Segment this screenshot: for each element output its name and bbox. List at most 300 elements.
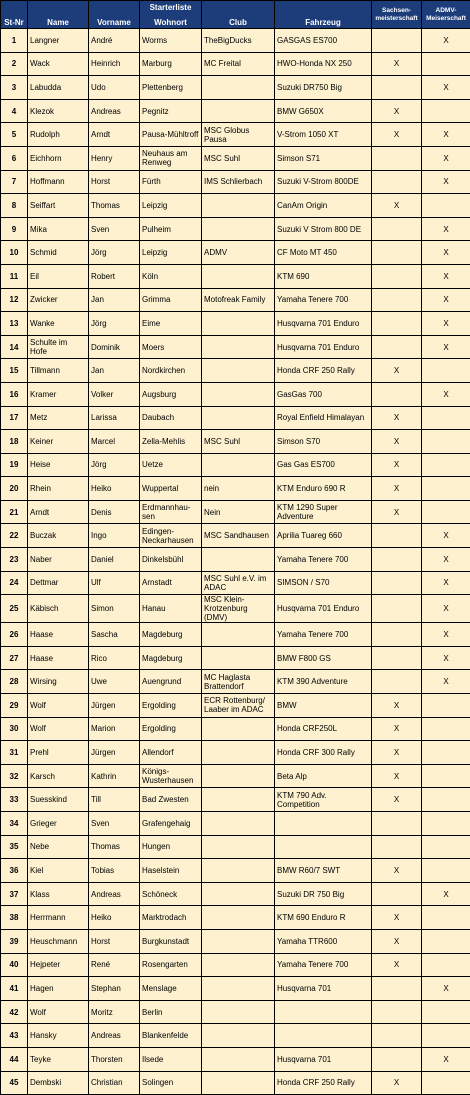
cell-fahrzeug: Husqvarna 701 Enduro — [275, 312, 372, 336]
cell-wohnort: Burgkunstadt — [140, 929, 202, 953]
cell-wohnort: Grafengehaig — [140, 812, 202, 836]
cell-sachsenmeisterschaft — [372, 241, 422, 265]
cell-fahrzeug: Beta Alp — [275, 764, 372, 788]
cell-st-nr: 31 — [1, 741, 28, 765]
cell-vorname: Ulf — [89, 571, 140, 595]
cell-fahrzeug — [275, 812, 372, 836]
cell-club — [202, 977, 275, 1001]
cell-wohnort: Solingen — [140, 1071, 202, 1095]
table-row — [1, 382, 470, 406]
cell-vorname: Dominik — [89, 335, 140, 359]
cell-fahrzeug: V-Strom 1050 XT — [275, 123, 372, 147]
cell-vorname: Christian — [89, 1071, 140, 1095]
cell-name: Zwicker — [28, 288, 89, 312]
cell-club — [202, 453, 275, 477]
cell-admv-meisterschaft — [422, 477, 470, 501]
cell-wohnort: Arnstadt — [140, 571, 202, 595]
cell-club: MC Freital — [202, 52, 275, 76]
cell-name: Grieger — [28, 812, 89, 836]
cell-st-nr: 41 — [1, 977, 28, 1001]
cell-sachsenmeisterschaft — [372, 670, 422, 694]
cell-admv-meisterschaft: X — [422, 29, 470, 53]
cell-wohnort: Köln — [140, 264, 202, 288]
cell-sachsenmeisterschaft — [372, 548, 422, 572]
cell-st-nr: 14 — [1, 335, 28, 359]
table-row — [1, 1024, 470, 1048]
cell-sachsenmeisterschaft: X — [372, 929, 422, 953]
table-row — [1, 406, 470, 430]
cell-st-nr: 5 — [1, 123, 28, 147]
cell-club: MSC Globus Pausa — [202, 123, 275, 147]
cell-wohnort: Königs-Wusterhausen — [140, 764, 202, 788]
table-row — [1, 717, 470, 741]
cell-admv-meisterschaft — [422, 52, 470, 76]
cell-st-nr: 4 — [1, 99, 28, 123]
cell-st-nr: 30 — [1, 717, 28, 741]
table-row — [1, 146, 470, 170]
cell-name: Hagen — [28, 977, 89, 1001]
cell-name: Metz — [28, 406, 89, 430]
cell-wohnort: Rosengarten — [140, 953, 202, 977]
cell-club — [202, 359, 275, 383]
table-row — [1, 646, 470, 670]
cell-admv-meisterschaft: X — [422, 217, 470, 241]
cell-name: Labudda — [28, 76, 89, 100]
cell-st-nr: 32 — [1, 764, 28, 788]
cell-admv-meisterschaft — [422, 694, 470, 718]
table-row — [1, 835, 470, 859]
cell-sachsenmeisterschaft: X — [372, 52, 422, 76]
cell-sachsenmeisterschaft: X — [372, 764, 422, 788]
cell-club: IMS Schlierbach — [202, 170, 275, 194]
cell-name: Schulte im Hofe — [28, 335, 89, 359]
cell-club: MSC Sandhausen — [202, 524, 275, 548]
cell-sachsenmeisterschaft — [372, 312, 422, 336]
cell-st-nr: 12 — [1, 288, 28, 312]
cell-club: nein — [202, 477, 275, 501]
cell-sachsenmeisterschaft — [372, 646, 422, 670]
cell-sachsenmeisterschaft: X — [372, 477, 422, 501]
cell-vorname: Rico — [89, 646, 140, 670]
cell-admv-meisterschaft — [422, 99, 470, 123]
cell-sachsenmeisterschaft: X — [372, 453, 422, 477]
cell-club — [202, 217, 275, 241]
cell-wohnort: Auengrund — [140, 670, 202, 694]
cell-st-nr: 9 — [1, 217, 28, 241]
cell-sachsenmeisterschaft — [372, 595, 422, 623]
table-row — [1, 335, 470, 359]
cell-name: Arndt — [28, 500, 89, 524]
cell-club — [202, 264, 275, 288]
cell-club — [202, 194, 275, 218]
cell-vorname: Uwe — [89, 670, 140, 694]
cell-vorname: Till — [89, 788, 140, 812]
table-row — [1, 741, 470, 765]
cell-wohnort: Zella-Mehlis — [140, 430, 202, 454]
cell-sachsenmeisterschaft — [372, 1047, 422, 1071]
cell-club — [202, 717, 275, 741]
cell-sachsenmeisterschaft — [372, 623, 422, 647]
cell-wohnort: Bad Zwesten — [140, 788, 202, 812]
cell-fahrzeug: Husqvarna 701 — [275, 977, 372, 1001]
cell-vorname: Jan — [89, 288, 140, 312]
cell-name: Herrmann — [28, 906, 89, 930]
header-admv-meisterschaft: ADMV-Meiserschaft — [422, 1, 470, 29]
cell-wohnort: Hungen — [140, 835, 202, 859]
cell-wohnort: Haselstein — [140, 859, 202, 883]
cell-vorname: Heiko — [89, 906, 140, 930]
table-row — [1, 312, 470, 336]
cell-admv-meisterschaft: X — [422, 670, 470, 694]
cell-vorname: Andreas — [89, 882, 140, 906]
cell-st-nr: 39 — [1, 929, 28, 953]
cell-st-nr: 29 — [1, 694, 28, 718]
table-row — [1, 52, 470, 76]
table-row — [1, 571, 470, 595]
cell-wohnort: Daubach — [140, 406, 202, 430]
cell-name: Schmid — [28, 241, 89, 265]
cell-st-nr: 1 — [1, 29, 28, 53]
cell-fahrzeug: Suzuki V-Strom 800DE — [275, 170, 372, 194]
cell-fahrzeug: Yamaha TTR600 — [275, 929, 372, 953]
cell-club — [202, 859, 275, 883]
cell-fahrzeug: Royal Enfield Himalayan — [275, 406, 372, 430]
table-row — [1, 194, 470, 218]
cell-vorname: Robert — [89, 264, 140, 288]
cell-wohnort: Magdeburg — [140, 623, 202, 647]
cell-fahrzeug: BMW F800 GS — [275, 646, 372, 670]
cell-sachsenmeisterschaft: X — [372, 859, 422, 883]
cell-fahrzeug: Yamaha Tenere 700 — [275, 548, 372, 572]
cell-club — [202, 764, 275, 788]
cell-club — [202, 623, 275, 647]
cell-club: ADMV — [202, 241, 275, 265]
cell-club — [202, 99, 275, 123]
cell-sachsenmeisterschaft — [372, 170, 422, 194]
header-name: Name — [28, 1, 89, 29]
table-header — [1, 1, 470, 29]
cell-wohnort: Pausa-Mühltroff — [140, 123, 202, 147]
cell-wohnort: Grimma — [140, 288, 202, 312]
cell-wohnort: Ergolding — [140, 717, 202, 741]
table-row — [1, 882, 470, 906]
cell-st-nr: 10 — [1, 241, 28, 265]
table-row — [1, 99, 470, 123]
cell-admv-meisterschaft — [422, 764, 470, 788]
cell-fahrzeug — [275, 1024, 372, 1048]
header-st-nr: St-Nr — [1, 1, 28, 29]
cell-sachsenmeisterschaft — [372, 335, 422, 359]
cell-admv-meisterschaft — [422, 453, 470, 477]
cell-sachsenmeisterschaft: X — [372, 788, 422, 812]
cell-vorname: Jürgen — [89, 741, 140, 765]
cell-admv-meisterschaft — [422, 500, 470, 524]
header-club: Club — [202, 1, 275, 29]
header-sachsenmeisterschaft: Sachsen-meisterschaft — [372, 1, 422, 29]
cell-vorname: Andreas — [89, 1024, 140, 1048]
cell-fahrzeug: Gas Gas ES700 — [275, 453, 372, 477]
cell-vorname: Thorsten — [89, 1047, 140, 1071]
cell-st-nr: 7 — [1, 170, 28, 194]
cell-name: Tillmann — [28, 359, 89, 383]
cell-admv-meisterschaft — [422, 717, 470, 741]
cell-name: Dembski — [28, 1071, 89, 1095]
cell-st-nr: 24 — [1, 571, 28, 595]
cell-fahrzeug: Suzuki V Strom 800 DE — [275, 217, 372, 241]
cell-admv-meisterschaft — [422, 788, 470, 812]
cell-wohnort: Hanau — [140, 595, 202, 623]
cell-admv-meisterschaft: X — [422, 595, 470, 623]
cell-name: Keiner — [28, 430, 89, 454]
cell-vorname: Jörg — [89, 453, 140, 477]
cell-admv-meisterschaft — [422, 194, 470, 218]
cell-fahrzeug: KTM Enduro 690 R — [275, 477, 372, 501]
cell-vorname: Volker — [89, 382, 140, 406]
cell-st-nr: 45 — [1, 1071, 28, 1095]
cell-fahrzeug: GasGas 700 — [275, 382, 372, 406]
cell-admv-meisterschaft — [422, 953, 470, 977]
cell-fahrzeug: Honda CRF 250 Rally — [275, 1071, 372, 1095]
cell-name: Nebe — [28, 835, 89, 859]
cell-sachsenmeisterschaft — [372, 812, 422, 836]
cell-name: Seiffart — [28, 194, 89, 218]
cell-club: TheBigDucks — [202, 29, 275, 53]
cell-st-nr: 44 — [1, 1047, 28, 1071]
cell-admv-meisterschaft: X — [422, 382, 470, 406]
cell-vorname: René — [89, 953, 140, 977]
cell-vorname: Kathrin — [89, 764, 140, 788]
cell-vorname: Ingo — [89, 524, 140, 548]
cell-vorname: Heiko — [89, 477, 140, 501]
table-row — [1, 123, 470, 147]
cell-wohnort: Moers — [140, 335, 202, 359]
cell-st-nr: 37 — [1, 882, 28, 906]
cell-admv-meisterschaft — [422, 929, 470, 953]
cell-admv-meisterschaft — [422, 741, 470, 765]
cell-name: Wirsing — [28, 670, 89, 694]
cell-club — [202, 906, 275, 930]
cell-name: Eil — [28, 264, 89, 288]
cell-wohnort: Marburg — [140, 52, 202, 76]
cell-club — [202, 788, 275, 812]
cell-name: Dettmar — [28, 571, 89, 595]
table-row — [1, 929, 470, 953]
cell-wohnort: Schöneck — [140, 882, 202, 906]
cell-st-nr: 17 — [1, 406, 28, 430]
cell-fahrzeug: Suzuki DR 750 Big — [275, 882, 372, 906]
table-row — [1, 977, 470, 1001]
cell-sachsenmeisterschaft: X — [372, 717, 422, 741]
table-row — [1, 453, 470, 477]
cell-club: MC Haglasta Brattendorf — [202, 670, 275, 694]
table-row — [1, 548, 470, 572]
cell-vorname: Henry — [89, 146, 140, 170]
cell-admv-meisterschaft: X — [422, 335, 470, 359]
cell-wohnort: Uetze — [140, 453, 202, 477]
cell-fahrzeug: KTM 690 Enduro R — [275, 906, 372, 930]
cell-sachsenmeisterschaft — [372, 146, 422, 170]
cell-name: Mika — [28, 217, 89, 241]
cell-club — [202, 953, 275, 977]
cell-name: Hansky — [28, 1024, 89, 1048]
cell-fahrzeug: Husqvarna 701 Enduro — [275, 595, 372, 623]
cell-name: Buczak — [28, 524, 89, 548]
cell-admv-meisterschaft: X — [422, 123, 470, 147]
cell-name: Karsch — [28, 764, 89, 788]
cell-fahrzeug: KTM 790 Adv. Competition — [275, 788, 372, 812]
cell-wohnort: Dinkelsbühl — [140, 548, 202, 572]
cell-name: Haase — [28, 646, 89, 670]
cell-fahrzeug: GASGAS ES700 — [275, 29, 372, 53]
table-row — [1, 359, 470, 383]
cell-vorname: Thomas — [89, 835, 140, 859]
cell-sachsenmeisterschaft — [372, 264, 422, 288]
cell-st-nr: 13 — [1, 312, 28, 336]
cell-fahrzeug: KTM 690 — [275, 264, 372, 288]
cell-vorname: Jürgen — [89, 694, 140, 718]
cell-name: Klezok — [28, 99, 89, 123]
cell-admv-meisterschaft — [422, 1071, 470, 1095]
table-row — [1, 29, 470, 53]
table-row — [1, 170, 470, 194]
table-row — [1, 859, 470, 883]
cell-wohnort: Erdmannhau-sen — [140, 500, 202, 524]
cell-club — [202, 382, 275, 406]
cell-st-nr: 26 — [1, 623, 28, 647]
cell-st-nr: 22 — [1, 524, 28, 548]
cell-name: Naber — [28, 548, 89, 572]
table-row — [1, 288, 470, 312]
cell-vorname: Arndt — [89, 123, 140, 147]
cell-vorname: Tobias — [89, 859, 140, 883]
cell-sachsenmeisterschaft: X — [372, 430, 422, 454]
table-row — [1, 1071, 470, 1095]
cell-vorname: Denis — [89, 500, 140, 524]
cell-admv-meisterschaft: X — [422, 524, 470, 548]
cell-club — [202, 406, 275, 430]
cell-fahrzeug: KTM 1290 Super Adventure — [275, 500, 372, 524]
cell-sachsenmeisterschaft: X — [372, 406, 422, 430]
cell-club — [202, 1071, 275, 1095]
table-row — [1, 788, 470, 812]
cell-admv-meisterschaft: X — [422, 312, 470, 336]
cell-club — [202, 882, 275, 906]
table-row — [1, 953, 470, 977]
cell-fahrzeug: Yamaha Tenere 700 — [275, 623, 372, 647]
cell-fahrzeug — [275, 1000, 372, 1024]
cell-admv-meisterschaft — [422, 430, 470, 454]
cell-fahrzeug: Aprilia Tuareg 660 — [275, 524, 372, 548]
cell-admv-meisterschaft — [422, 835, 470, 859]
cell-club: MSC Klein-Krotzenburg (DMV) — [202, 595, 275, 623]
cell-st-nr: 21 — [1, 500, 28, 524]
cell-club — [202, 929, 275, 953]
cell-admv-meisterschaft — [422, 906, 470, 930]
cell-vorname: Jörg — [89, 241, 140, 265]
cell-vorname: Larissa — [89, 406, 140, 430]
cell-st-nr: 40 — [1, 953, 28, 977]
cell-st-nr: 35 — [1, 835, 28, 859]
cell-club — [202, 646, 275, 670]
cell-st-nr: 3 — [1, 76, 28, 100]
table-row — [1, 430, 470, 454]
cell-st-nr: 23 — [1, 548, 28, 572]
cell-st-nr: 42 — [1, 1000, 28, 1024]
cell-admv-meisterschaft — [422, 859, 470, 883]
table-row — [1, 264, 470, 288]
table-row — [1, 812, 470, 836]
cell-sachsenmeisterschaft: X — [372, 123, 422, 147]
cell-st-nr: 20 — [1, 477, 28, 501]
cell-st-nr: 36 — [1, 859, 28, 883]
cell-name: Käbisch — [28, 595, 89, 623]
table-body — [1, 29, 470, 1095]
cell-st-nr: 6 — [1, 146, 28, 170]
cell-sachsenmeisterschaft: X — [372, 953, 422, 977]
cell-admv-meisterschaft: X — [422, 241, 470, 265]
cell-club: Nein — [202, 500, 275, 524]
cell-admv-meisterschaft: X — [422, 146, 470, 170]
cell-fahrzeug: Simson S71 — [275, 146, 372, 170]
cell-st-nr: 38 — [1, 906, 28, 930]
cell-name: Kiel — [28, 859, 89, 883]
cell-sachsenmeisterschaft — [372, 977, 422, 1001]
cell-vorname: Jörg — [89, 312, 140, 336]
cell-admv-meisterschaft: X — [422, 882, 470, 906]
cell-wohnort: Worms — [140, 29, 202, 53]
cell-vorname: Marion — [89, 717, 140, 741]
cell-vorname: Udo — [89, 76, 140, 100]
cell-st-nr: 8 — [1, 194, 28, 218]
cell-sachsenmeisterschaft — [372, 835, 422, 859]
cell-wohnort: Augsburg — [140, 382, 202, 406]
cell-fahrzeug: CanAm Origin — [275, 194, 372, 218]
cell-wohnort: Ilsede — [140, 1047, 202, 1071]
table-row — [1, 764, 470, 788]
cell-fahrzeug: KTM 390 Adventure — [275, 670, 372, 694]
cell-name: Wolf — [28, 694, 89, 718]
cell-fahrzeug: Honda CRF250L — [275, 717, 372, 741]
table-row — [1, 477, 470, 501]
cell-sachsenmeisterschaft — [372, 217, 422, 241]
cell-vorname: Sven — [89, 812, 140, 836]
cell-wohnort: Marktrodach — [140, 906, 202, 930]
table-row — [1, 623, 470, 647]
table-row — [1, 694, 470, 718]
cell-name: Kramer — [28, 382, 89, 406]
cell-vorname: Marcel — [89, 430, 140, 454]
table-title: Starterliste — [140, 3, 201, 12]
cell-vorname: Jan — [89, 359, 140, 383]
table-row — [1, 670, 470, 694]
cell-name: Heuschmann — [28, 929, 89, 953]
cell-club: MSC Suhl e.V. im ADAC — [202, 571, 275, 595]
cell-name: Wolf — [28, 1000, 89, 1024]
cell-club: MSC Suhl — [202, 146, 275, 170]
cell-sachsenmeisterschaft: X — [372, 906, 422, 930]
cell-wohnort: Nordkirchen — [140, 359, 202, 383]
cell-vorname: Heinrich — [89, 52, 140, 76]
cell-vorname: Simon — [89, 595, 140, 623]
cell-club: MSC Suhl — [202, 430, 275, 454]
cell-sachsenmeisterschaft — [372, 571, 422, 595]
cell-wohnort: Pegnitz — [140, 99, 202, 123]
cell-st-nr: 34 — [1, 812, 28, 836]
cell-fahrzeug: Yamaha Tenere 700 — [275, 288, 372, 312]
cell-sachsenmeisterschaft: X — [372, 500, 422, 524]
cell-club — [202, 76, 275, 100]
cell-fahrzeug: Yamaha Tenere 700 — [275, 953, 372, 977]
